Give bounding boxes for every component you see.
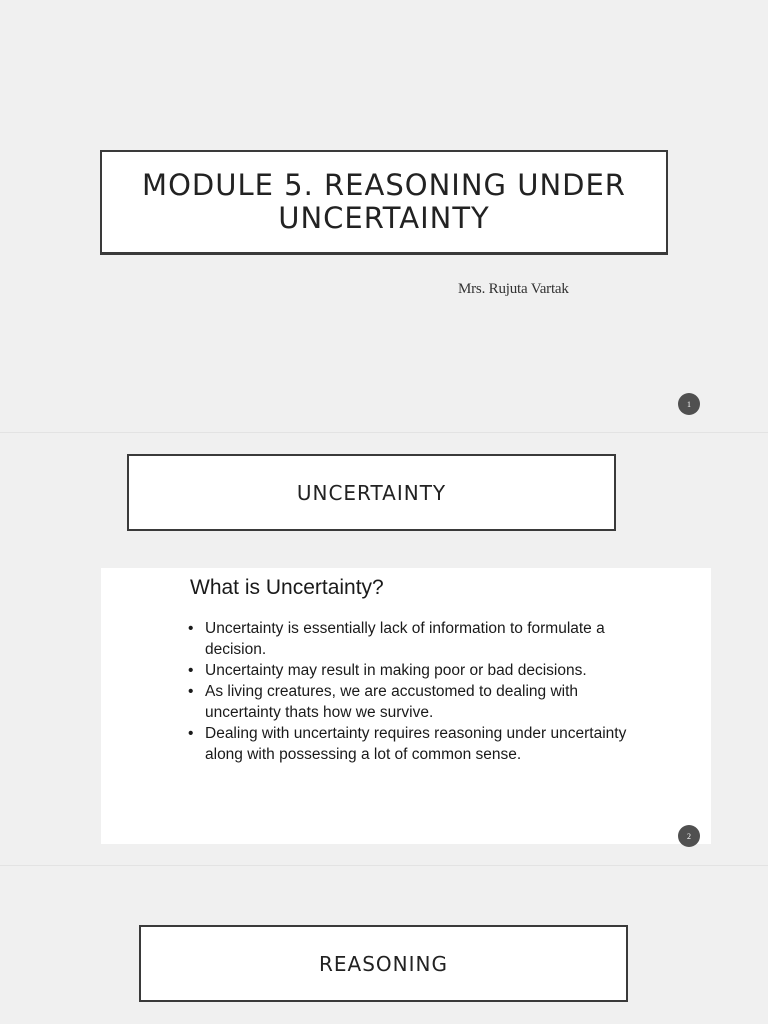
slide-3 — [0, 866, 768, 1024]
bullet-item: • Uncertainty is essentially lack of information to formulate a decision. — [188, 618, 628, 660]
content-image — [101, 568, 711, 844]
slide-title-line-2: UNCERTAINTY — [278, 201, 490, 235]
bullet-list — [188, 618, 628, 765]
slide-title-line-1: MODULE 5. REASONING UNDER — [142, 168, 626, 202]
slide-1 — [0, 0, 768, 432]
bullet-item: • As living creatures, we are accustomed to dealing with uncertainty thats how we survive. — [188, 681, 628, 723]
content-heading: What is Uncertainty? — [190, 576, 384, 599]
page-number-badge: 2 — [678, 825, 700, 847]
slide-2 — [0, 433, 768, 865]
slide-title: UNCERTAINTY — [127, 454, 616, 531]
page-number-badge: 1 — [678, 393, 700, 415]
slide-title — [100, 150, 668, 255]
bullet-item: • Uncertainty may result in making poor or bad decisions. — [188, 660, 628, 681]
author-name: Mrs. Rujuta Vartak — [458, 281, 569, 297]
slide-title: REASONING — [139, 925, 628, 1002]
bullet-item: • Dealing with uncertainty requires reasoning under uncertainty along with possessing a lot of common sense. — [188, 723, 628, 765]
